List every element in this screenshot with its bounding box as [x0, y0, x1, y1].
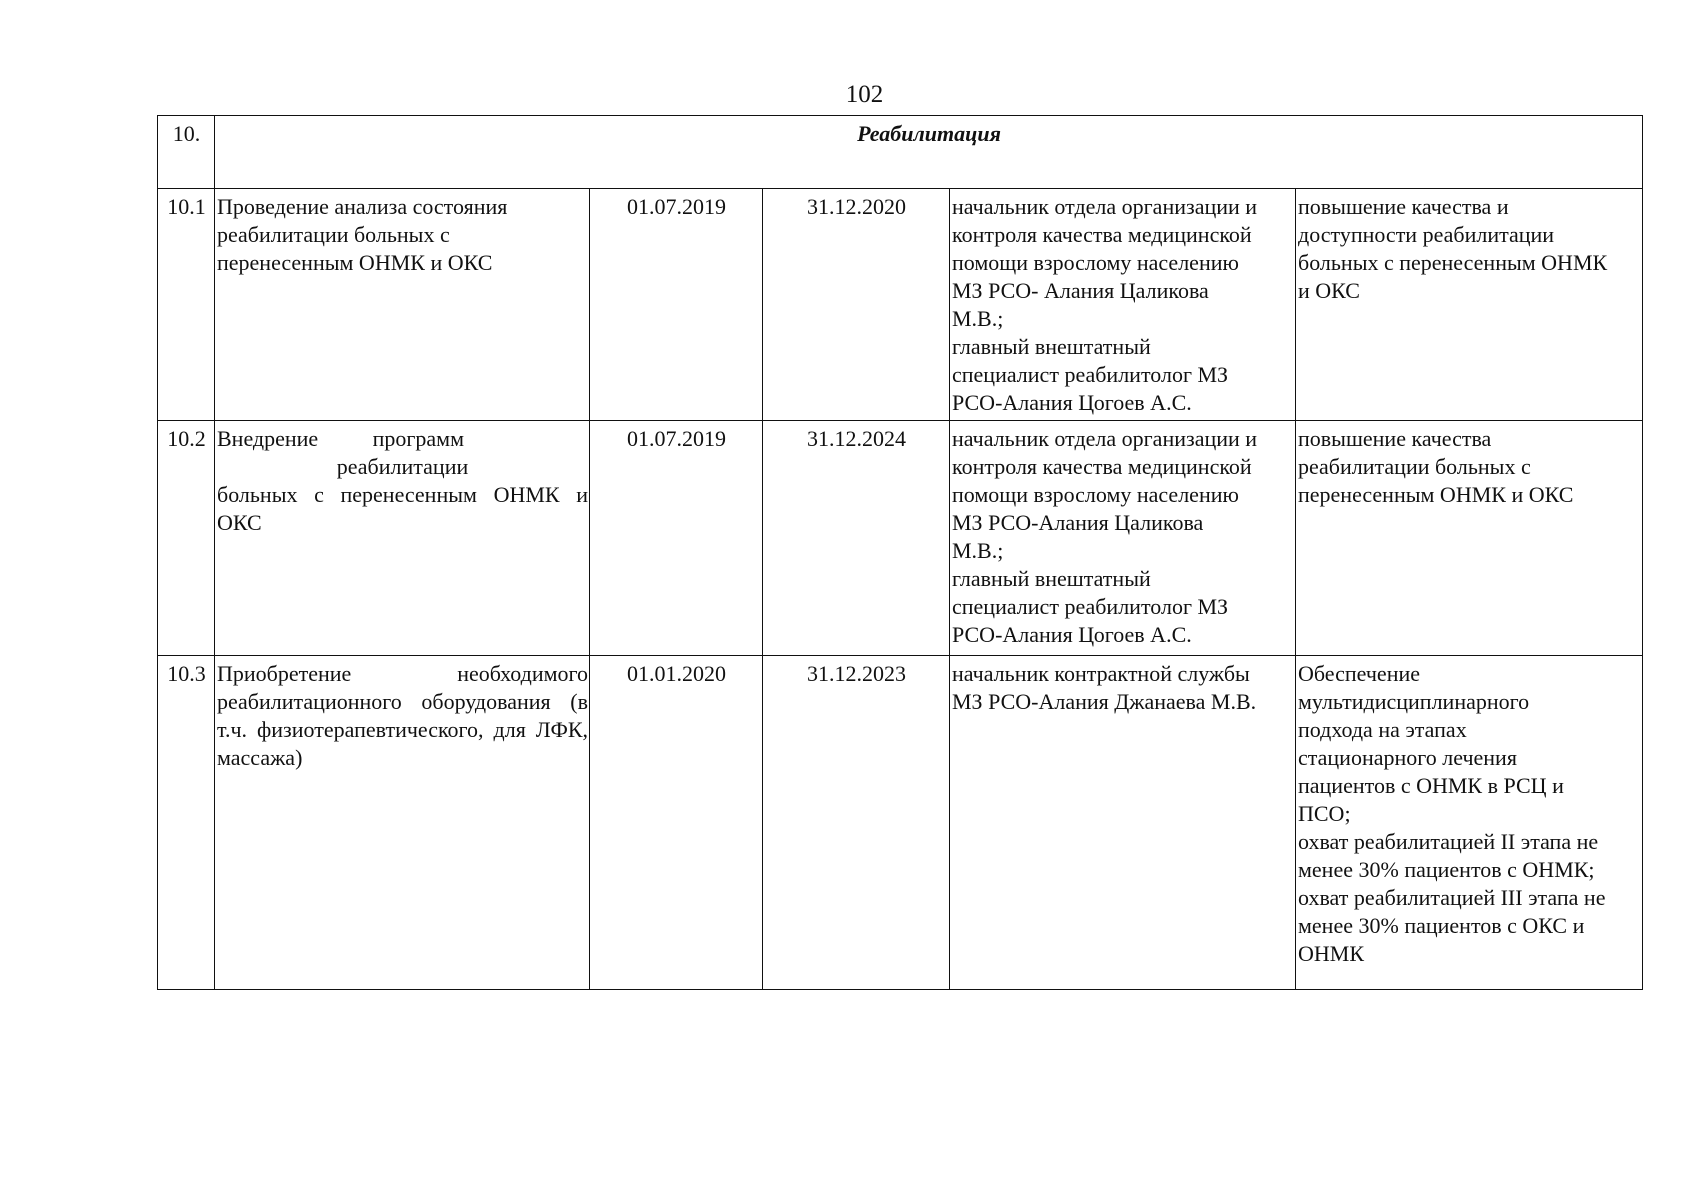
section-header-row — [158, 116, 1643, 189]
start-date-cell: 01.01.2020 — [590, 656, 763, 990]
activity-line — [217, 425, 588, 453]
activity-line: реабилитации — [336, 454, 469, 479]
activity-cell: Приобретение необходимого реабилитационного оборудования (в т.ч. физиотерапевтического, для ЛФК, массажа) — [215, 656, 590, 990]
end-date-cell: 31.12.2020 — [763, 189, 950, 421]
start-date-cell: 01.07.2019 — [590, 189, 763, 421]
rehabilitation-plan-table — [157, 115, 1643, 990]
responsible-cell: начальник контрактной службы МЗ РСО-Алания Джанаева М.В. — [950, 656, 1296, 990]
table-row — [158, 421, 1643, 656]
result-cell: Обеспечение мультидисциплинарного подхода на этапах стационарного лечения пациентов с ОНМК в РСЦ и ПСО; охват реабилитацией II этапа не менее 30% пациентов с ОНМК; охват реабилитацией III этапа не менее 30% пациентов с ОКС и ОНМК — [1296, 656, 1643, 990]
activity-word: Внедрение — [217, 426, 319, 451]
activity-text: больных с перенесенным ОНМК и ОКС — [217, 482, 588, 535]
page-number: 102 — [845, 81, 884, 108]
section-title: Реабилитация — [215, 116, 1643, 189]
activity-cell: Проведение анализа состояния реабилитации больных с перенесенным ОНМК и ОКС — [215, 189, 590, 421]
start-date-cell: 01.07.2019 — [590, 421, 763, 656]
result-cell: повышение качества реабилитации больных с перенесенным ОНМК и ОКС — [1296, 421, 1643, 656]
responsible-cell: начальник отдела организации и контроля качества медицинской помощи взрослому населению МЗ РСО-Алания Цаликова М.В.; главный внештатный специалист реабилитолог МЗ РСО-Алания Цогоев А.С. — [950, 421, 1296, 656]
result-cell: повышение качества и доступности реабилитации больных с перенесенным ОНМК и ОКС — [1296, 189, 1643, 421]
row-number: 10.3 — [158, 656, 215, 990]
table-row — [158, 189, 1643, 421]
end-date-cell: 31.12.2024 — [763, 421, 950, 656]
end-date-cell: 31.12.2023 — [763, 656, 950, 990]
table-row — [158, 656, 1643, 990]
row-number: 10.1 — [158, 189, 215, 421]
activity-cell — [215, 421, 590, 656]
activity-word: программ — [372, 426, 464, 451]
row-number: 10.2 — [158, 421, 215, 656]
responsible-cell: начальник отдела организации и контроля качества медицинской помощи взрослому населению МЗ РСО- Алания Цаликова М.В.; главный внештатный специалист реабилитолог МЗ РСО-Алания Цогоев А.С. — [950, 189, 1296, 421]
section-number: 10. — [158, 116, 215, 189]
